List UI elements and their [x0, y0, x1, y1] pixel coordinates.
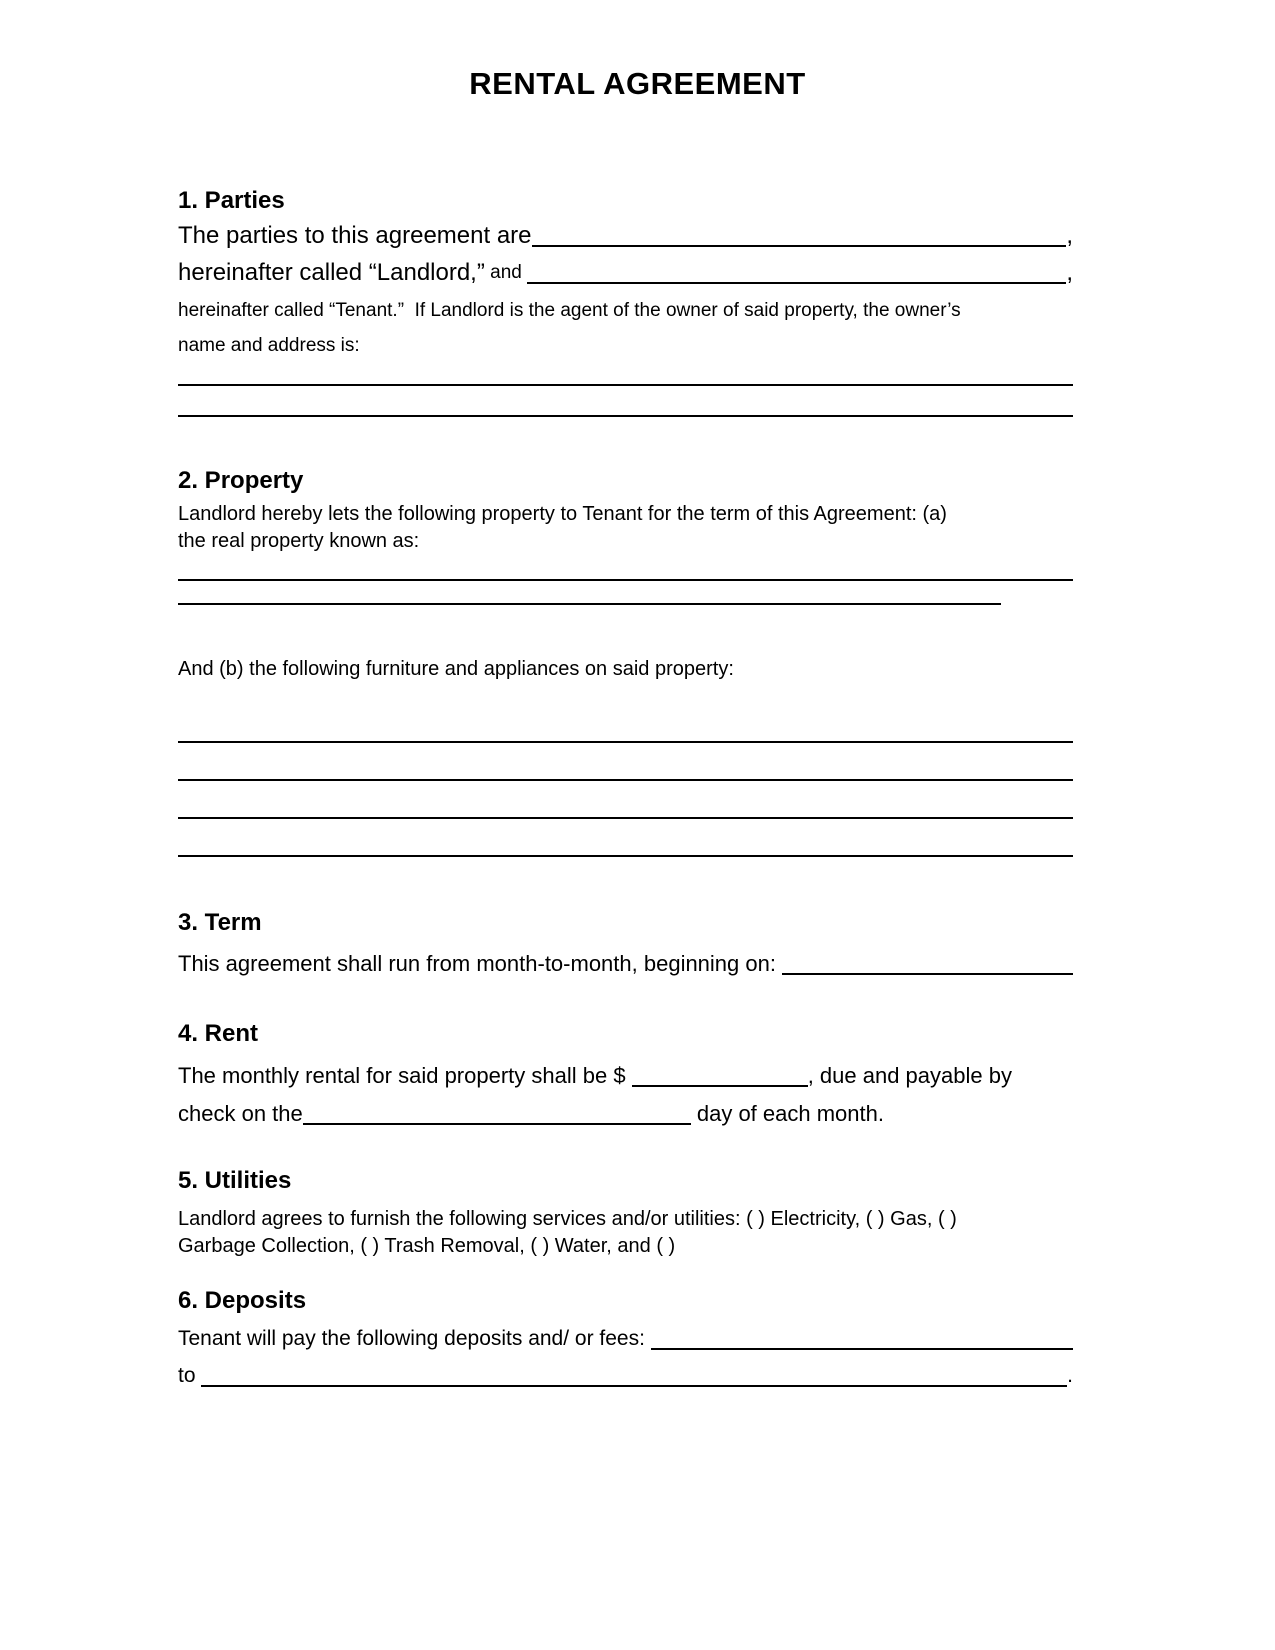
fill-in-blank [303, 1123, 691, 1125]
fill-in-blank [632, 1085, 808, 1087]
parties-line2-comma: , [1066, 259, 1073, 286]
deposits-line2-period: . [1067, 1364, 1073, 1387]
rent-line-2 [178, 1099, 1073, 1129]
parties-line2-and: and [484, 262, 528, 283]
blank-line [178, 779, 1073, 781]
fill-in-blank [527, 282, 1066, 284]
rent-line2-suffix: day of each month. [690, 1101, 884, 1126]
utilities-body-line2: Garbage Collection, ( ) Trash Removal, ( ) Water, and ( ) [178, 1235, 676, 1257]
section-utilities-heading: 5. Utilities [178, 1167, 292, 1194]
parties-agent-note-line2: name and address is: [178, 335, 360, 356]
fill-in-blank [532, 245, 1067, 247]
parties-line1-text: The parties to this agreement are [178, 222, 532, 249]
blank-line [178, 579, 1073, 581]
blank-line [178, 415, 1073, 417]
property-furniture-text: And (b) the following furniture and appliances on said property: [178, 658, 734, 680]
parties-line-1 [178, 221, 1073, 251]
property-intro-line1: Landlord hereby lets the following property to Tenant for the term of this Agreement: (a) [178, 503, 947, 525]
fill-in-blank [201, 1385, 1067, 1387]
parties-line2-text: hereinafter called “Landlord,” [178, 259, 485, 286]
deposits-line1-prefix: Tenant will pay the following deposits and/ or fees: [178, 1327, 651, 1350]
document-title: RENTAL AGREEMENT [469, 66, 806, 101]
utilities-body-line1: Landlord agrees to furnish the following services and/or utilities: ( ) Electricity, ( ) Gas, ( ) [178, 1208, 957, 1230]
rent-line2-prefix: check on the [178, 1101, 303, 1126]
section-deposits-heading: 6. Deposits [178, 1287, 307, 1314]
blank-line [178, 384, 1073, 386]
section-term-heading: 3. Term [178, 909, 262, 936]
parties-line1-comma: , [1066, 222, 1073, 249]
section-property-heading: 2. Property [178, 467, 304, 494]
term-text: This agreement shall run from month-to-month, beginning on: [178, 951, 783, 976]
parties-agent-note-line1: hereinafter called “Tenant.” If Landlord is the agent of the owner of said property, the owner’s [178, 300, 961, 321]
section-rent-heading: 4. Rent [178, 1020, 259, 1047]
rent-line-1 [178, 1061, 1073, 1091]
blank-line [178, 741, 1073, 743]
fill-in-blank [782, 973, 1073, 975]
deposits-line-1 [178, 1324, 1073, 1354]
rent-line1-suffix: , due and payable by [807, 1063, 1012, 1088]
deposits-line-2 [178, 1361, 1073, 1391]
property-intro-line2: the real property known as: [178, 530, 420, 552]
parties-line-2 [178, 258, 1073, 288]
term-line [178, 949, 1073, 979]
deposits-line2-prefix: to [178, 1364, 202, 1387]
rent-line1-prefix: The monthly rental for said property shall be $ [178, 1063, 632, 1088]
blank-line [178, 855, 1073, 857]
section-parties-heading: 1. Parties [178, 187, 285, 214]
blank-line [178, 817, 1073, 819]
blank-line [178, 603, 1001, 605]
fill-in-blank [651, 1348, 1073, 1350]
